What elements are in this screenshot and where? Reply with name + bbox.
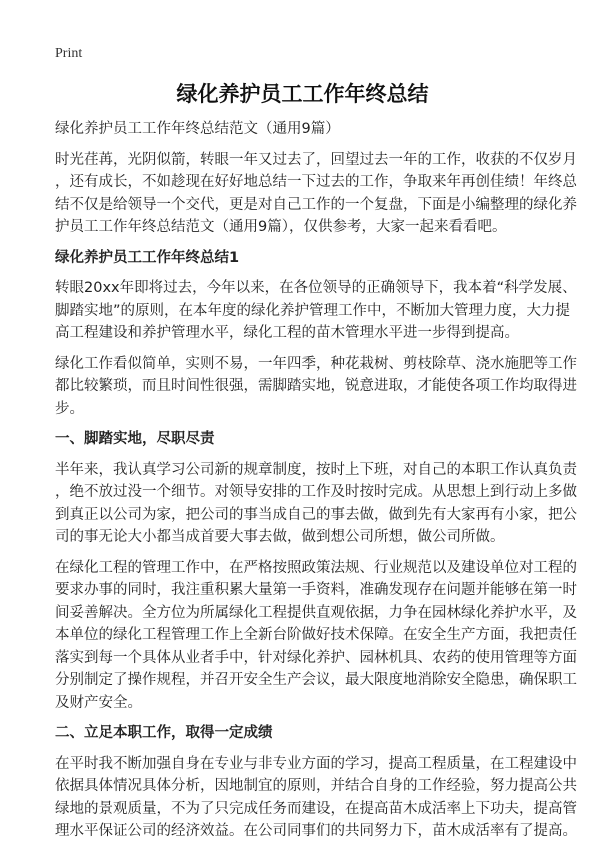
text-line: 在绿化工程的管理工作中，在严格按照政策法规、行业规范以及建设单位对工程的 — [55, 559, 577, 576]
text-line: 落实到每一个具体从业者手中，针对绿化养护、园林机具、农药的使用管理等方面 — [55, 649, 577, 666]
text-line: 本单位的绿化工程管理工作上全新台阶做好技术保障。在安全生产方面，我把责任 — [55, 627, 577, 643]
subheading-b: 二、立足本职工作，取得一定成绩 — [55, 725, 273, 741]
text-line: 半年来，我认真学习公司新的规章制度，按时上下班，对自己的本职工作认真负责 — [55, 461, 577, 478]
text-line: 护员工工作年终总结范文（通用9篇），仅供参考，大家一起来看看吧。 — [55, 219, 507, 235]
text-line: 绿化工作看似简单，实则不易，一年四季，种花栽树、剪枝除草、浇水施肥等工作 — [55, 355, 577, 372]
paragraph-1 — [55, 277, 577, 345]
text-line: ，还有成长，不如趁现在好好地总结一下过去的工作，争取来年再创佳绩！年终总 — [55, 174, 577, 190]
text-line: 要求办事的同时，我注重积累大量第一手资料，准确发现存在问题并能够在第一时 — [55, 582, 577, 598]
document-subtitle: 绿化养护员工工作年终总结范文（通用9篇） — [55, 121, 340, 137]
text-line: 依据具体情况具体分析，因地制宜的原则，并结合自身的工作经验，努力提高公共 — [55, 778, 577, 794]
text-line: ，绝不放过没一个细节。对领导安排的工作及时按时完成。从思想上到行动上多做 — [55, 484, 577, 500]
paragraph-3 — [55, 459, 577, 549]
print-link[interactable]: Print — [55, 46, 83, 61]
intro-paragraph — [55, 149, 577, 239]
text-line: 分别制定了操作规程，并召开安全生产会议，最大限度地消除安全隐患，确保职工 — [55, 672, 577, 688]
text-line: 绿地的景观质量，不为了只完成任务而建设，在提高苗木成活率上下功夫，提高管 — [55, 800, 577, 817]
document-body — [55, 80, 577, 851]
text-line: 脚踏实地”的原则，在本年度的绿化养护管理工作中，不断加大管理力度，大力提 — [55, 302, 571, 319]
text-line: 结不仅是给领导一个交代，更是对自己工作的一个复盘，下面是小编整理的绿化养 — [55, 196, 577, 213]
paragraph-2 — [55, 353, 577, 421]
text-line: 理水平保证公司的经济效益。在公司同事们的共同努力下，苗木成活率有了提高。 — [55, 823, 577, 839]
text-line: 在平时我不断加强自身在专业与非专业方面的学习，提高工程质量，在工程建设中 — [55, 755, 577, 772]
subheading-a: 一、脚踏实地，尽职尽责 — [55, 431, 215, 447]
text-line: 转眼20xx年即将过去，今年以来，在各位领导的正确领导下，我本着“科学发展、 — [55, 280, 577, 296]
section-heading-1: 绿化养护员工工作年终总结1 — [55, 249, 240, 266]
text-line: 步。 — [55, 400, 84, 417]
page-title: 绿化养护员工工作年终总结 — [176, 82, 429, 106]
text-line: 到真正以公司为家，把公司的事当成自己的事去做，做到先有大家再有小家，把公 — [55, 506, 577, 523]
text-line: 间妥善解决。全方位为所属绿化工程提供直观依据，力争在园林绿化养护水平，及 — [55, 604, 577, 621]
text-line: 司的事无论大小都当成首要大事去做，做到想公司所想，做公司所做。 — [55, 529, 505, 545]
paragraph-5 — [55, 753, 577, 843]
text-line: 都比较繁琐，而且时间性很强，需脚踏实地，锐意进取，才能使各项工作均取得进 — [55, 378, 577, 394]
text-line: 时光荏苒，光阴似箭，转眼一年又过去了，回望过去一年的工作，收获的不仅岁月 — [55, 151, 577, 168]
text-line: 高工程建设和养护管理水平，绿化工程的苗木管理水平进一步得到提高。 — [55, 325, 519, 341]
text-line: 及财产安全。 — [55, 694, 142, 711]
paragraph-4 — [55, 557, 577, 715]
